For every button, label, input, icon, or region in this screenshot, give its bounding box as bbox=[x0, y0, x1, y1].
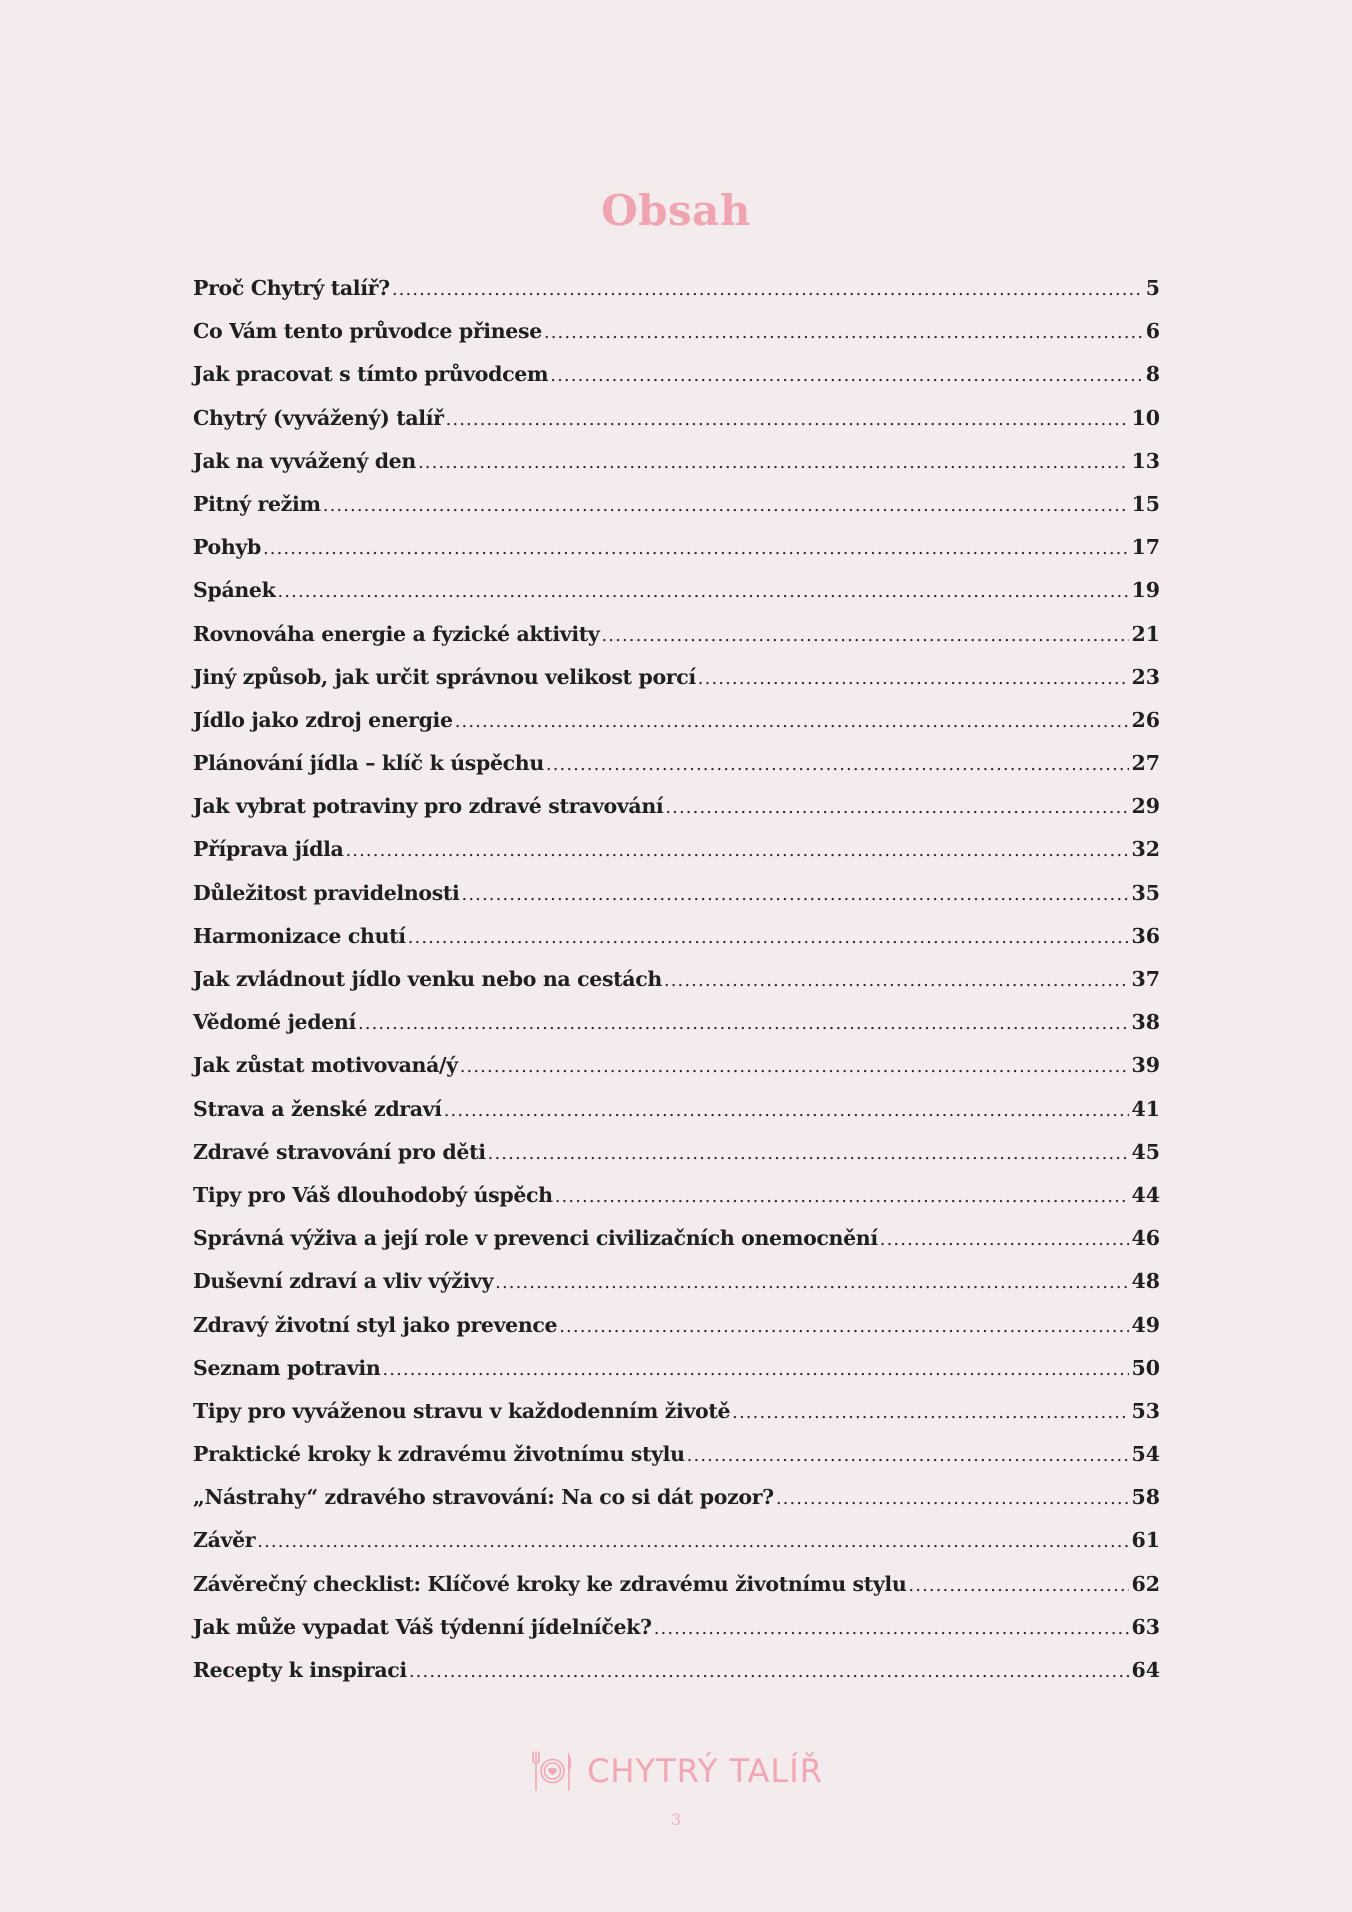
toc-entry-page-number: 21 bbox=[1131, 621, 1160, 646]
toc-entry-label: Tipy pro vyváženou stravu v každodenním životě bbox=[193, 1398, 731, 1423]
logo-text: CHYTRÝ TALÍŘ bbox=[587, 1752, 823, 1790]
toc-dot-leader bbox=[664, 970, 1130, 991]
toc-entry[interactable] bbox=[193, 1528, 1160, 1571]
toc-dot-leader bbox=[392, 279, 1144, 300]
toc-entry-page-number: 6 bbox=[1145, 319, 1160, 344]
toc-entry-page-number: 10 bbox=[1131, 405, 1160, 430]
toc-entry-label: Důležitost pravidelnosti bbox=[193, 880, 460, 905]
toc-dot-leader bbox=[460, 1056, 1130, 1077]
toc-dot-leader bbox=[455, 711, 1130, 732]
toc-entry-label: Zdravé stravování pro děti bbox=[193, 1139, 486, 1164]
toc-dot-leader bbox=[654, 1618, 1130, 1639]
toc-entry-label: Tipy pro Váš dlouhodobý úspěch bbox=[193, 1182, 553, 1207]
toc-entry[interactable] bbox=[193, 492, 1160, 535]
toc-entry-page-number: 58 bbox=[1131, 1485, 1160, 1510]
toc-dot-leader bbox=[544, 322, 1144, 343]
toc-entry-page-number: 53 bbox=[1131, 1398, 1160, 1423]
toc-entry-page-number: 38 bbox=[1131, 1010, 1160, 1035]
toc-dot-leader bbox=[263, 538, 1130, 559]
toc-entry-label: Jak zůstat motivovaná/ý bbox=[193, 1053, 458, 1078]
toc-entry[interactable] bbox=[193, 578, 1160, 621]
toc-entry-page-number: 48 bbox=[1131, 1269, 1160, 1294]
toc-entry-label: Vědomé jedení bbox=[193, 1010, 356, 1035]
toc-entry[interactable] bbox=[193, 406, 1160, 449]
toc-entry[interactable] bbox=[193, 1572, 1160, 1615]
toc-dot-leader bbox=[550, 365, 1143, 386]
toc-entry-page-number: 63 bbox=[1131, 1614, 1160, 1639]
toc-entry[interactable] bbox=[193, 1615, 1160, 1658]
toc-entry[interactable] bbox=[193, 1442, 1160, 1485]
toc-entry-label: Jak vybrat potraviny pro zdravé stravování bbox=[193, 794, 664, 819]
toc-entry-page-number: 19 bbox=[1131, 578, 1160, 603]
toc-entry[interactable] bbox=[193, 362, 1160, 405]
toc-entry-page-number: 32 bbox=[1131, 837, 1160, 862]
toc-entry-page-number: 5 bbox=[1145, 276, 1160, 300]
toc-entry-page-number: 39 bbox=[1131, 1053, 1160, 1078]
toc-entry[interactable] bbox=[193, 1010, 1160, 1053]
toc-entry-label: Závěrečný checklist: Klíčové kroky ke zdravému životnímu stylu bbox=[193, 1571, 907, 1596]
toc-dot-leader bbox=[559, 1316, 1129, 1337]
toc-entry[interactable] bbox=[193, 1356, 1160, 1399]
toc-entry[interactable] bbox=[193, 1140, 1160, 1183]
toc-entry[interactable] bbox=[193, 924, 1160, 967]
toc-entry-page-number: 61 bbox=[1131, 1528, 1160, 1553]
toc-entry[interactable] bbox=[193, 535, 1160, 578]
toc-entry[interactable] bbox=[193, 1658, 1160, 1701]
toc-entry[interactable] bbox=[193, 794, 1160, 837]
toc-dot-leader bbox=[665, 797, 1129, 818]
toc-entry-label: Jak na vyvážený den bbox=[193, 448, 416, 473]
toc-entry-page-number: 29 bbox=[1131, 794, 1160, 819]
toc-dot-leader bbox=[444, 1100, 1130, 1121]
toc-entry[interactable] bbox=[193, 751, 1160, 794]
toc-entry[interactable] bbox=[193, 708, 1160, 751]
toc-dot-leader bbox=[358, 1013, 1130, 1034]
toc-entry-page-number: 46 bbox=[1131, 1226, 1160, 1251]
toc-entry-page-number: 54 bbox=[1131, 1442, 1160, 1467]
toc-entry-label: Plánování jídla – klíč k úspěchu bbox=[193, 751, 544, 776]
page-number: 3 bbox=[670, 1810, 682, 1829]
toc-entry[interactable] bbox=[193, 1313, 1160, 1356]
toc-entry[interactable] bbox=[193, 449, 1160, 492]
toc-dot-leader bbox=[409, 1661, 1130, 1682]
toc-entry[interactable] bbox=[193, 1226, 1160, 1269]
toc-entry[interactable] bbox=[193, 1485, 1160, 1528]
toc-entry[interactable] bbox=[193, 665, 1160, 708]
toc-dot-leader bbox=[488, 1143, 1130, 1164]
toc-dot-leader bbox=[418, 452, 1130, 473]
toc-entry[interactable] bbox=[193, 1269, 1160, 1312]
toc-entry-page-number: 37 bbox=[1131, 967, 1160, 991]
toc-entry-page-number: 13 bbox=[1131, 448, 1160, 473]
toc-dot-leader bbox=[880, 1229, 1130, 1250]
toc-entry-page-number: 50 bbox=[1131, 1355, 1160, 1380]
toc-entry-page-number: 62 bbox=[1131, 1571, 1160, 1596]
toc-entry[interactable] bbox=[193, 967, 1160, 1010]
toc-entry-page-number: 64 bbox=[1131, 1658, 1160, 1682]
toc-entry-label: Co Vám tento průvodce přinese bbox=[193, 319, 542, 344]
toc-entry[interactable] bbox=[193, 1183, 1160, 1226]
toc-entry-label: Jídlo jako zdroj energie bbox=[193, 707, 453, 732]
toc-entry-label: Závěr bbox=[193, 1528, 256, 1553]
toc-entry-label: Jiný způsob, jak určit správnou velikost porcí bbox=[193, 664, 696, 689]
table-of-contents bbox=[193, 276, 1160, 1701]
toc-entry-label: Recepty k inspiraci bbox=[193, 1658, 407, 1682]
toc-entry-page-number: 36 bbox=[1131, 923, 1160, 948]
toc-entry-label: Příprava jídla bbox=[193, 837, 344, 862]
plate-with-cutlery-heart-icon bbox=[529, 1748, 575, 1794]
toc-entry-page-number: 27 bbox=[1131, 751, 1160, 776]
toc-dot-leader bbox=[462, 884, 1130, 905]
toc-entry[interactable] bbox=[193, 276, 1160, 319]
toc-entry-page-number: 26 bbox=[1131, 707, 1160, 732]
toc-entry-page-number: 44 bbox=[1131, 1182, 1160, 1207]
page-title: Obsah bbox=[601, 186, 751, 236]
toc-entry-page-number: 8 bbox=[1145, 362, 1160, 387]
toc-entry[interactable] bbox=[193, 622, 1160, 665]
toc-entry-page-number: 45 bbox=[1131, 1139, 1160, 1164]
toc-dot-leader bbox=[555, 1186, 1130, 1207]
toc-entry-label: Jak může vypadat Váš týdenní jídelníček? bbox=[193, 1614, 652, 1639]
toc-dot-leader bbox=[732, 1402, 1129, 1423]
toc-entry-page-number: 23 bbox=[1131, 664, 1160, 689]
toc-entry-label: Seznam potravin bbox=[193, 1355, 381, 1380]
toc-dot-leader bbox=[908, 1575, 1129, 1596]
toc-entry[interactable] bbox=[193, 1053, 1160, 1096]
toc-entry-label: Duševní zdraví a vliv výživy bbox=[193, 1269, 494, 1294]
toc-entry-label: Strava a ženské zdraví bbox=[193, 1096, 442, 1121]
toc-entry-label: Jak pracovat s tímto průvodcem bbox=[193, 362, 549, 387]
toc-entry[interactable] bbox=[193, 1097, 1160, 1140]
toc-entry-page-number: 17 bbox=[1131, 535, 1160, 560]
toc-dot-leader bbox=[601, 625, 1129, 646]
toc-entry-label: Pohyb bbox=[193, 535, 261, 560]
toc-entry-page-number: 41 bbox=[1131, 1096, 1160, 1121]
toc-dot-leader bbox=[495, 1272, 1129, 1293]
toc-dot-leader bbox=[323, 495, 1130, 516]
toc-entry[interactable] bbox=[193, 319, 1160, 362]
toc-dot-leader bbox=[446, 409, 1130, 430]
toc-entry[interactable] bbox=[193, 881, 1160, 924]
toc-dot-leader bbox=[687, 1445, 1130, 1466]
toc-entry[interactable] bbox=[193, 837, 1160, 880]
toc-entry-page-number: 15 bbox=[1131, 491, 1160, 516]
toc-dot-leader bbox=[698, 668, 1130, 689]
toc-entry-label: Zdravý životní styl jako prevence bbox=[193, 1312, 558, 1337]
toc-entry-label: Správná výživa a její role v prevenci civilizačních onemocnění bbox=[193, 1226, 878, 1251]
toc-dot-leader bbox=[382, 1359, 1129, 1380]
toc-entry-label: Spánek bbox=[193, 578, 276, 603]
toc-dot-leader bbox=[776, 1488, 1130, 1509]
toc-entry-label: Praktické kroky k zdravému životnímu stylu bbox=[193, 1442, 685, 1467]
toc-entry[interactable] bbox=[193, 1399, 1160, 1442]
toc-entry-page-number: 35 bbox=[1131, 880, 1160, 905]
toc-entry-label: Chytrý (vyvážený) talíř bbox=[193, 405, 444, 430]
toc-dot-leader bbox=[277, 581, 1129, 602]
toc-entry-label: „Nástrahy“ zdravého stravování: Na co si dát pozor? bbox=[193, 1485, 774, 1510]
toc-dot-leader bbox=[345, 840, 1129, 861]
toc-entry-label: Rovnováha energie a fyzické aktivity bbox=[193, 621, 600, 646]
toc-dot-leader bbox=[257, 1531, 1129, 1552]
toc-entry-label: Harmonizace chutí bbox=[193, 923, 406, 948]
toc-entry-label: Proč Chytrý talíř? bbox=[193, 276, 390, 300]
toc-entry-label: Jak zvládnout jídlo venku nebo na cestách bbox=[193, 967, 662, 991]
footer-logo bbox=[0, 1748, 1352, 1794]
toc-dot-leader bbox=[546, 754, 1130, 775]
toc-dot-leader bbox=[408, 927, 1130, 948]
toc-entry-label: Pitný režim bbox=[193, 491, 321, 516]
toc-entry-page-number: 49 bbox=[1131, 1312, 1160, 1337]
